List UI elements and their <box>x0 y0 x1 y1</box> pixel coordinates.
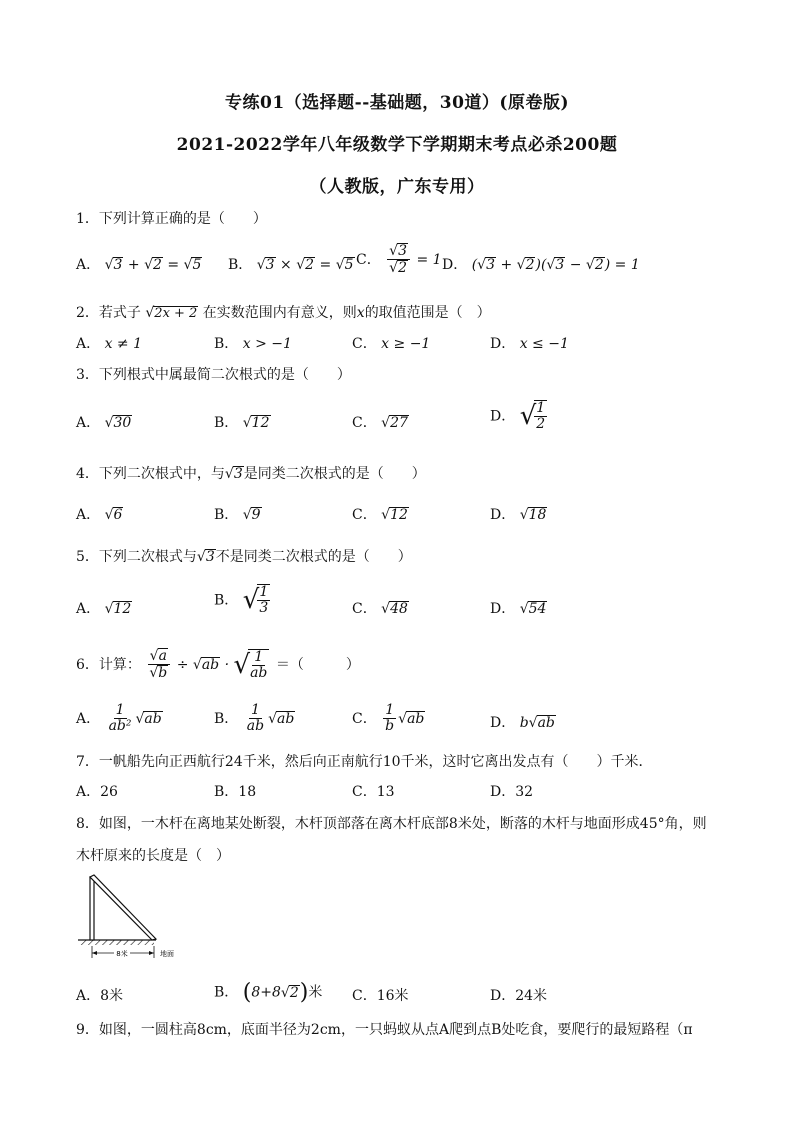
q3-option-b: B． √12 <box>214 415 270 431</box>
q1-option-b: B． √3 × √2 = √5 <box>228 257 354 273</box>
question-9-stem: 9．如图，一圆柱高8cm，底面半径为2cm，一只蚂蚁从点A爬到点B处吃食，要爬行的最短路程（π <box>76 1022 693 1038</box>
broken-pole-figure <box>76 872 196 964</box>
q2-option-d: D． x ≤ −1 <box>490 336 569 352</box>
q2-option-a: A． x ≠ 1 <box>76 336 143 352</box>
q5-option-a: A． √12 <box>76 601 132 617</box>
q6-option-b: B． $\frac{1}{ab}$ √ab <box>214 702 295 735</box>
question-6-stem: 6．计算： $\frac{√a}{√b}$ ÷ √ab · √ $\frac{1}{ab}$ ＝（ ） <box>76 648 360 682</box>
q8-option-c: C．16米 <box>352 988 409 1004</box>
q7-option-b: B．18 <box>214 784 257 800</box>
q2-option-b: B． x > −1 <box>214 336 292 352</box>
q2-option-c: C． x ≥ −1 <box>352 336 431 352</box>
q3-option-d: D． √ $\frac{1}{2}$ <box>490 400 546 433</box>
question-3-stem: 3．下列根式中属最简二次根式的是（ ） <box>76 367 351 383</box>
q3-option-c: C． √27 <box>352 415 408 431</box>
q8-option-d: D．24米 <box>490 988 548 1004</box>
dim-arrow-right <box>149 951 154 955</box>
q6-option-c: C． $\frac{1}{b}$ √ab <box>352 702 425 735</box>
pole-fallen <box>90 875 156 940</box>
pole-standing <box>90 877 94 940</box>
q4-option-a: A． √6 <box>76 507 123 523</box>
ground-label: 地面 <box>160 950 174 958</box>
question-7-stem: 7．一帆船先向正西航行24千米，然后向正南航行10千米，这时它离出发点有（ ）千米． <box>76 754 653 770</box>
q5-option-b: B． √ $\frac{1}{3}$ <box>214 584 269 617</box>
q7-option-d: D．32 <box>490 784 534 800</box>
question-4-stem: 4．下列二次根式中，与√3是同类二次根式的是（ ） <box>76 466 426 482</box>
q1-option-c: C． $\frac{√3}{√2}$ = 1 <box>356 243 442 277</box>
q5-option-d: D． √54 <box>490 601 547 617</box>
q8-option-b: B． (8+8√2)米 <box>214 980 323 1005</box>
q1-option-a: A． √3 + √2 = √5 <box>76 257 202 273</box>
q6-option-d: D． b√ab <box>490 715 555 731</box>
question-8-stem: 8．如图，一木杆在离地某处断裂，木杆顶部落在离木杆底部8米处，断落的木杆与地面形成45°角，则 <box>76 816 707 832</box>
doc-title-line2: 2021-2022学年八年级数学下学期期末考点必杀200题 <box>176 135 618 155</box>
q5-option-c: C． √48 <box>352 601 408 617</box>
question-2-stem: 2．若式子 √2x + 2 在实数范围内有意义，则x的取值范围是（ ） <box>76 305 491 321</box>
q4-option-c: C． √12 <box>352 507 408 523</box>
q6-option-a: A． $\frac{1}{\text{ab²}}$ √ab <box>76 702 162 735</box>
q1-option-d: D． (√3 + √2)(√3 − √2) = 1 <box>442 257 640 273</box>
question-5-stem: 5．下列二次根式与√3不是同类二次根式的是（ ） <box>76 549 412 565</box>
q7-option-c: C．13 <box>352 784 395 800</box>
dim-arrow-left <box>92 951 97 955</box>
q3-option-a: A． √30 <box>76 415 132 431</box>
q4-option-b: B． √9 <box>214 507 261 523</box>
q4-option-d: D． √18 <box>490 507 547 523</box>
doc-title-line1: 专练01（选择题--基础题，30道）(原卷版) <box>224 93 569 113</box>
q7-option-a: A．26 <box>76 784 118 800</box>
question-1-stem: 1．下列计算正确的是（ ） <box>76 211 267 227</box>
dim-label: 8米 <box>116 950 128 958</box>
ground-hatch <box>80 940 154 945</box>
q8-option-a: A．8米 <box>76 988 124 1004</box>
doc-title-line3: （人教版，广东专用） <box>309 177 485 197</box>
question-8-stem-cont: 木杆原来的长度是（ ） <box>76 848 230 864</box>
